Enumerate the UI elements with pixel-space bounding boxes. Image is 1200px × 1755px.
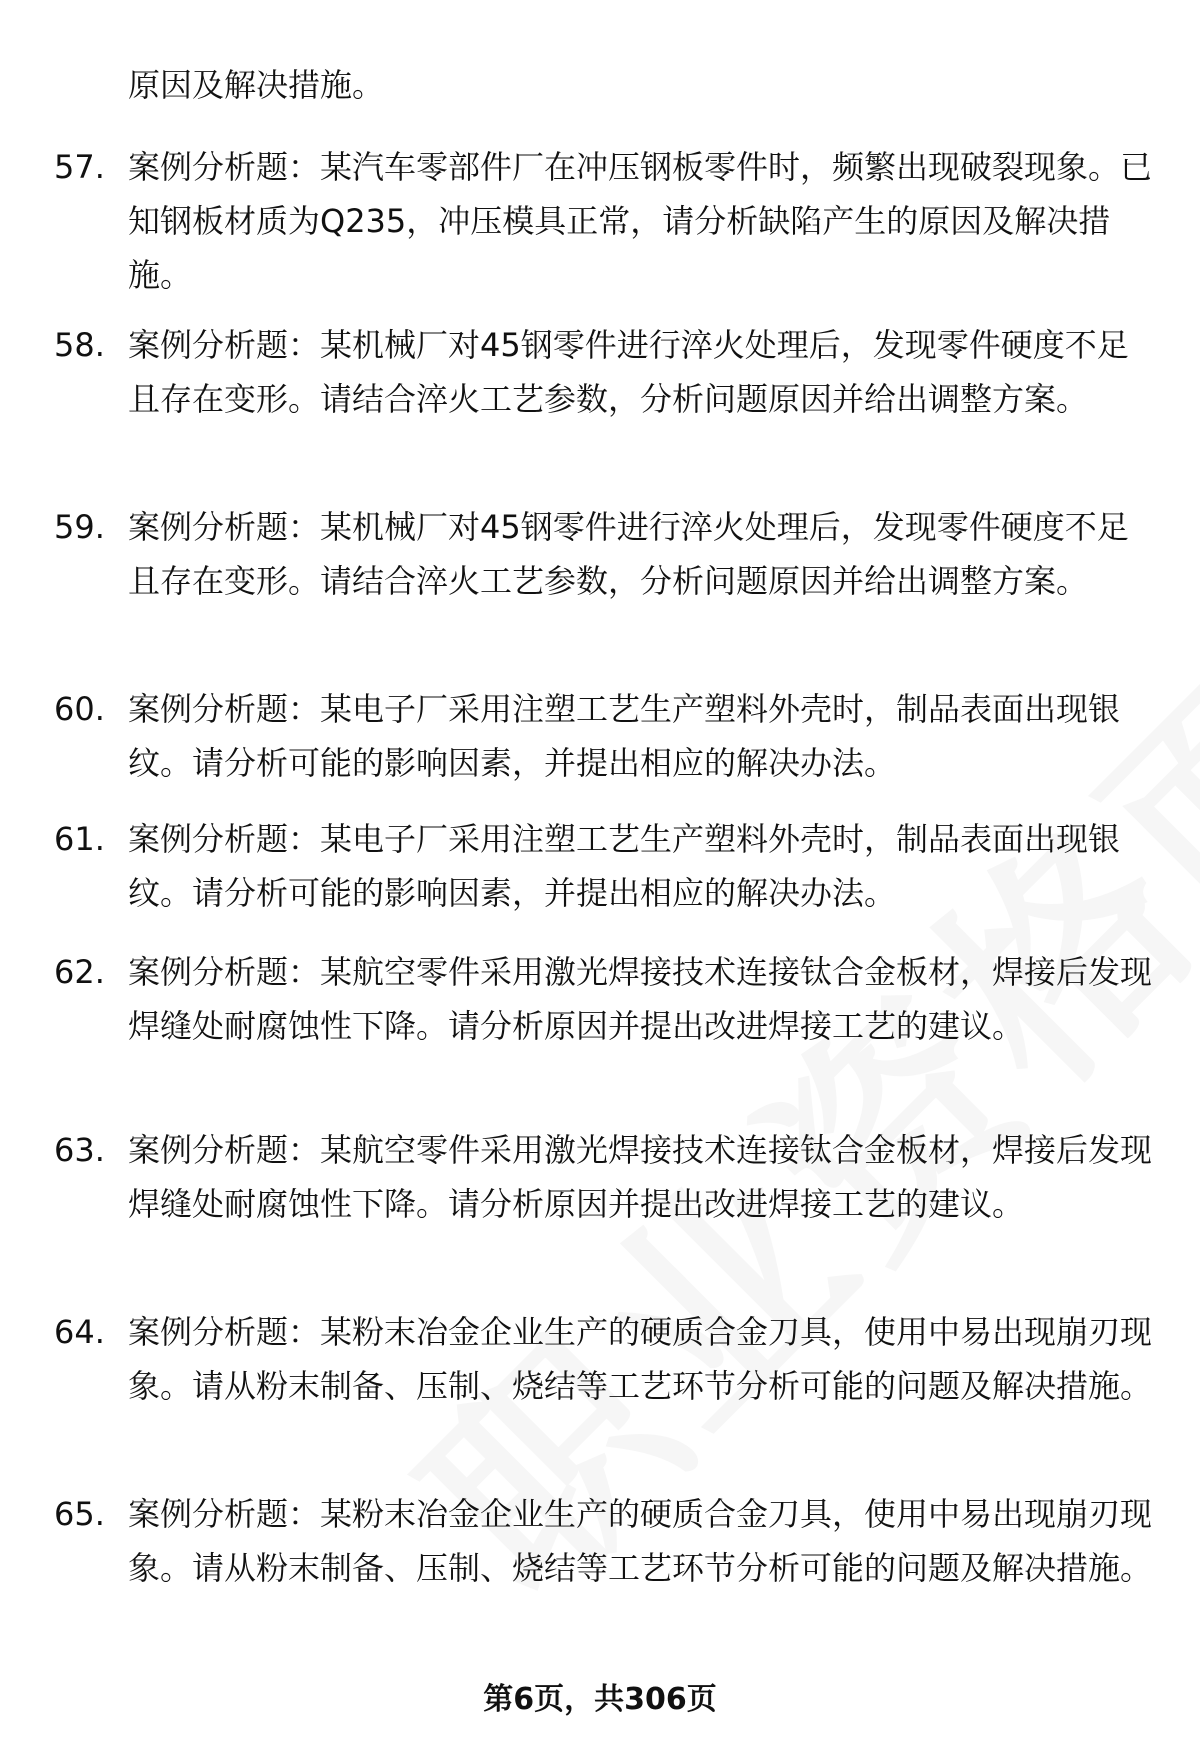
question-number: 63.	[54, 1131, 105, 1169]
question-text: 案例分析题：某电子厂采用注塑工艺生产塑料外壳时，制品表面出现银纹。请分析可能的影响因素，并提出相应的解决办法。	[128, 820, 1121, 912]
question-text: 案例分析题：某粉末冶金企业生产的硬质合金刀具，使用中易出现崩刃现象。请从粉末制备、压制、烧结等工艺环节分析可能的问题及解决措施。	[128, 1495, 1153, 1587]
page-footer: 第6页，共306页	[483, 1682, 717, 1717]
question-text: 案例分析题：某粉末冶金企业生产的硬质合金刀具，使用中易出现崩刃现象。请从粉末制备、压制、烧结等工艺环节分析可能的问题及解决措施。	[128, 1313, 1153, 1405]
question-number: 64.	[54, 1313, 105, 1351]
question-number: 57.	[54, 148, 105, 186]
question-text: 案例分析题：某航空零件采用激光焊接技术连接钛合金板材，焊接后发现焊缝处耐腐蚀性下降。请分析原因并提出改进焊接工艺的建议。	[128, 953, 1153, 1045]
question-number: 65.	[54, 1495, 105, 1533]
question-number: 60.	[54, 690, 105, 728]
question-number: 59.	[54, 508, 105, 546]
question-text: 案例分析题：某机械厂对45钢零件进行淬火处理后，发现零件硬度不足且存在变形。请结合淬火工艺参数，分析问题原因并给出调整方案。	[128, 326, 1129, 418]
question-text: 案例分析题：某机械厂对45钢零件进行淬火处理后，发现零件硬度不足且存在变形。请结合淬火工艺参数，分析问题原因并给出调整方案。	[128, 508, 1129, 600]
question-text: 案例分析题：某航空零件采用激光焊接技术连接钛合金板材，焊接后发现焊缝处耐腐蚀性下降。请分析原因并提出改进焊接工艺的建议。	[128, 1131, 1153, 1223]
question-number: 62.	[54, 953, 105, 991]
question-number: 58.	[54, 326, 105, 364]
question-number: 61.	[54, 820, 105, 858]
continued-text: 原因及解决措施。	[128, 66, 385, 104]
question-text: 案例分析题：某电子厂采用注塑工艺生产塑料外壳时，制品表面出现银纹。请分析可能的影响因素，并提出相应的解决办法。	[128, 690, 1121, 782]
question-text: 案例分析题：某汽车零部件厂在冲压钢板零件时，频繁出现破裂现象。已知钢板材质为Q235，冲压模具正常，请分析缺陷产生的原因及解决措施。	[128, 148, 1153, 294]
